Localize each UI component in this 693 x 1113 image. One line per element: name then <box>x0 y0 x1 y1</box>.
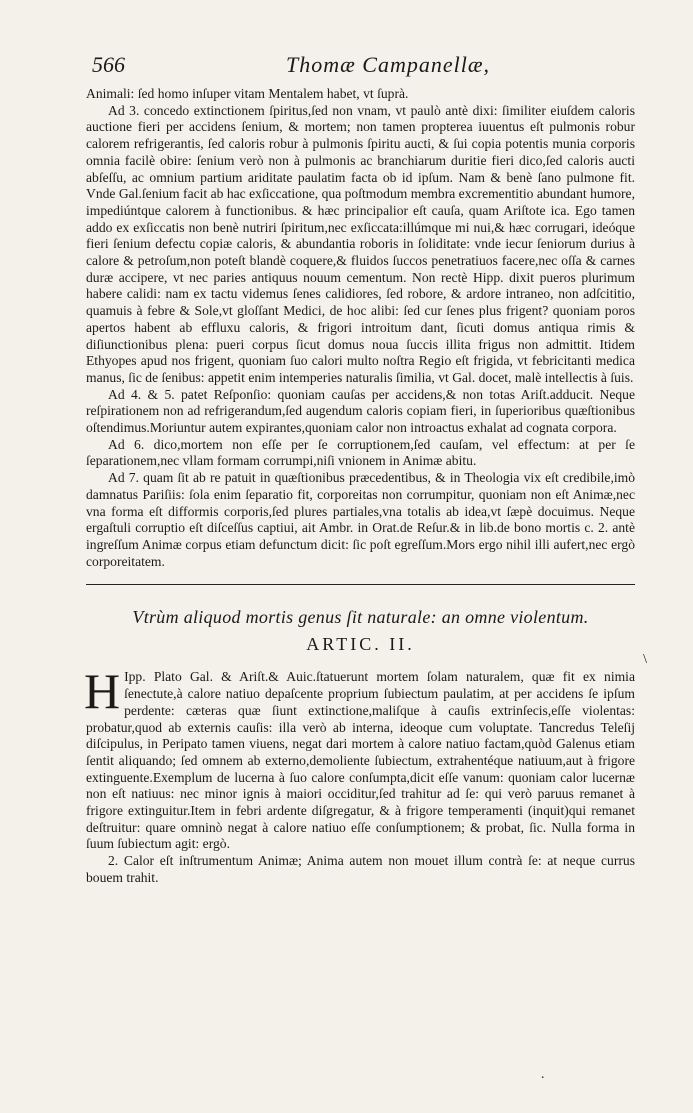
article-heading: ARTIC. II. <box>306 634 415 655</box>
margin-mark: \ <box>643 652 647 667</box>
paragraph: Ad 6. dico,mortem non eſſe per ſe corruptionem,ſed cauſam, vel effectum: at per ſe ſeparationem,nec vllam formam corrumpi,niſi vnionem in Animæ abitu. <box>86 436 635 469</box>
running-title: Thomæ Campanellæ, <box>286 52 491 77</box>
paragraph <box>84 663 635 853</box>
margin-dot: · <box>540 1071 545 1086</box>
article-body <box>84 663 635 886</box>
drop-cap: H <box>84 663 121 720</box>
page-header <box>86 52 635 86</box>
paragraph: Ad 3. concedo extinctionem ſpiritus,ſed non vnam, vt paulò antè dixi: ſimiliter eiuſdem caloris auctione fieri per accidens ſenium, & mortem; non tamen propterea iuuentus eſt pulmonis robur calorem refrigerantis, ſed caloris robur à pulmonis ſpiritu aucti, & ſui copia potentis munia corporis omnia facilè obire: ſenium verò non à pulmonis ac branchiarum duritie fieri dico,ſed caloris aucti abſeſſu, ac omnium partium ariditate paulatim facta ob id ipſum. Nam & benè ſano pulmone fit. Vnde Gal.ſenium facit ab hac exſiccatione, qua poſtmodum membra excrementitio abundant humore, impediúntque calorem à functionibus. & hæc principalior eſt cauſa, quam Ariſtote ica. Ego tamen addo ex exſiccatis non benè nutriri ſpiritum,nec exſiccata:illúmque mi nui,& hæc corrugari, ideóque fieri ſenium defectu copiæ caloris, & abundantia roboris in ſoliditate: vnde iecur ſeniorum durius à calore & petroſum,non poteſt blandè coquere,& fluidos ſuccos penetratiuos facere,nec oſſa & carnes duræ accipere, vt nec paries antiquus nouum cementum. Non rectè Hipp. dixit pueros plurimum habere calidi: nam ex tactu videmus ſenes calidiores, ſed robore, & ardore intraneo, non adſcititio, quamuis à febre & Sole,vt gloſſant Medici, de hoc alibi: ſed cur ſenes plus frigent? quoniam poros apertos habent ab effluxu caloris, & frigori introitum dant, ſicuti domus antiqua rimis & diſiunctionibus plena: pueri corpus ſicut domus noua ſuccis illita frigus non admittit. Itidem Ethyopes apud nos frigent, quoniam ſuo calori multo noſtra Regio eſt frigida, vt febricitanti medica manus, ſic de ſenibus: appetit enim intemperies naturalis ſimilia, vt Gal. docet, malè intellectis à ſuis. <box>86 102 635 385</box>
question-title: Vtrùm aliquod mortis genus ſit naturale: an omne violentum. <box>132 607 589 628</box>
paragraph: Ad 4. & 5. patet Reſponſio: quoniam cauſas per accidens,& non totas Ariſt.adducit. Neque reſpirationem non ad refrigerandum,ſed augendum caloris copiam fieri, in ſuperioribus quæſtionibus oſtendimus.Moriuntur autem expirantes,quoniam calor non introactus exhalat ad cognata corpora. <box>86 386 635 436</box>
page-number: 566 <box>92 52 125 77</box>
section-divider <box>86 584 635 585</box>
paragraph: 2. Calor eſt inſtrumentum Animæ; Anima autem non mouet illum contrà ſe: at neque currus bouem trahit. <box>86 853 635 885</box>
paragraph-text: Ipp. Plato Gal. & Ariſt.& Auic.ſtatuerunt mortem ſolam naturalem, quæ fit ex nimia ſenectute,à calore natiuo depaſcente proprium ſubiectum paulatim, at per accidens ſe ipſum perdente: cæteras quæ ſiunt extinctione,maliſque à cauſis extrinſecis,eſſe violentas: probatur,quod ab externis cauſis: illa verò ab interna, ideoque cum voluptate. Tancredus Teleſij diſcipulus, in Peripato tamen viuens, negat dari mortem à calore natiuo factam,quòd Galenus etiam ſentit aliquando; ſed omnem ab externo,demoliente ſubiectum, extrahentéque natiuum,aut à frigore extinguente.Exemplum de lucerna à ſuo calore conſumpta,dicit eſſe vanum: quoniam calor lucernæ non eſt natiuus: nec minor ignis à maiori occiditur,ſed trahitur ad ſe: qui verò paruus remanet à frigore extinguitur.Item in febri ardente diſgregatur, & à frigore temperamenti (inquit)qui remanet deſtruitur: quare omninò negat à calore natiuo eſſe conſumptionem; & probat, ſic. Nulla forma in ſuum ſubiectum agit: ergò. <box>86 669 635 852</box>
answers-section <box>86 86 635 570</box>
paragraph: Animali: ſed homo inſuper vitam Mentalem habet, vt ſuprà. <box>86 86 409 101</box>
paragraph: Ad 7. quam ſit ab re patuit in quæſtionibus præcedentibus, & in Theologia vix eſt credibile,imò damnatus Pariſiis: ſola enim ſeparatio fit, corporeitas non corrumpitur, quoniam non eſt Animæ,nec vna forma eſt difformis corporis,ſed plures partiales,vna totalis ab idea,vt ſæpè docuimus. Neque ergaſtuli corruptio eſt diſceſſus captiui, ait Ambr. in Orat.de Reſur.& in lib.de bono mortis c. 2. antè ingreſſum Animæ corpus etiam defunctum dicit: ſic poſt egreſſum.Mors ergo nihil illi aufert,nec ergò corporeitatem. <box>86 470 635 569</box>
